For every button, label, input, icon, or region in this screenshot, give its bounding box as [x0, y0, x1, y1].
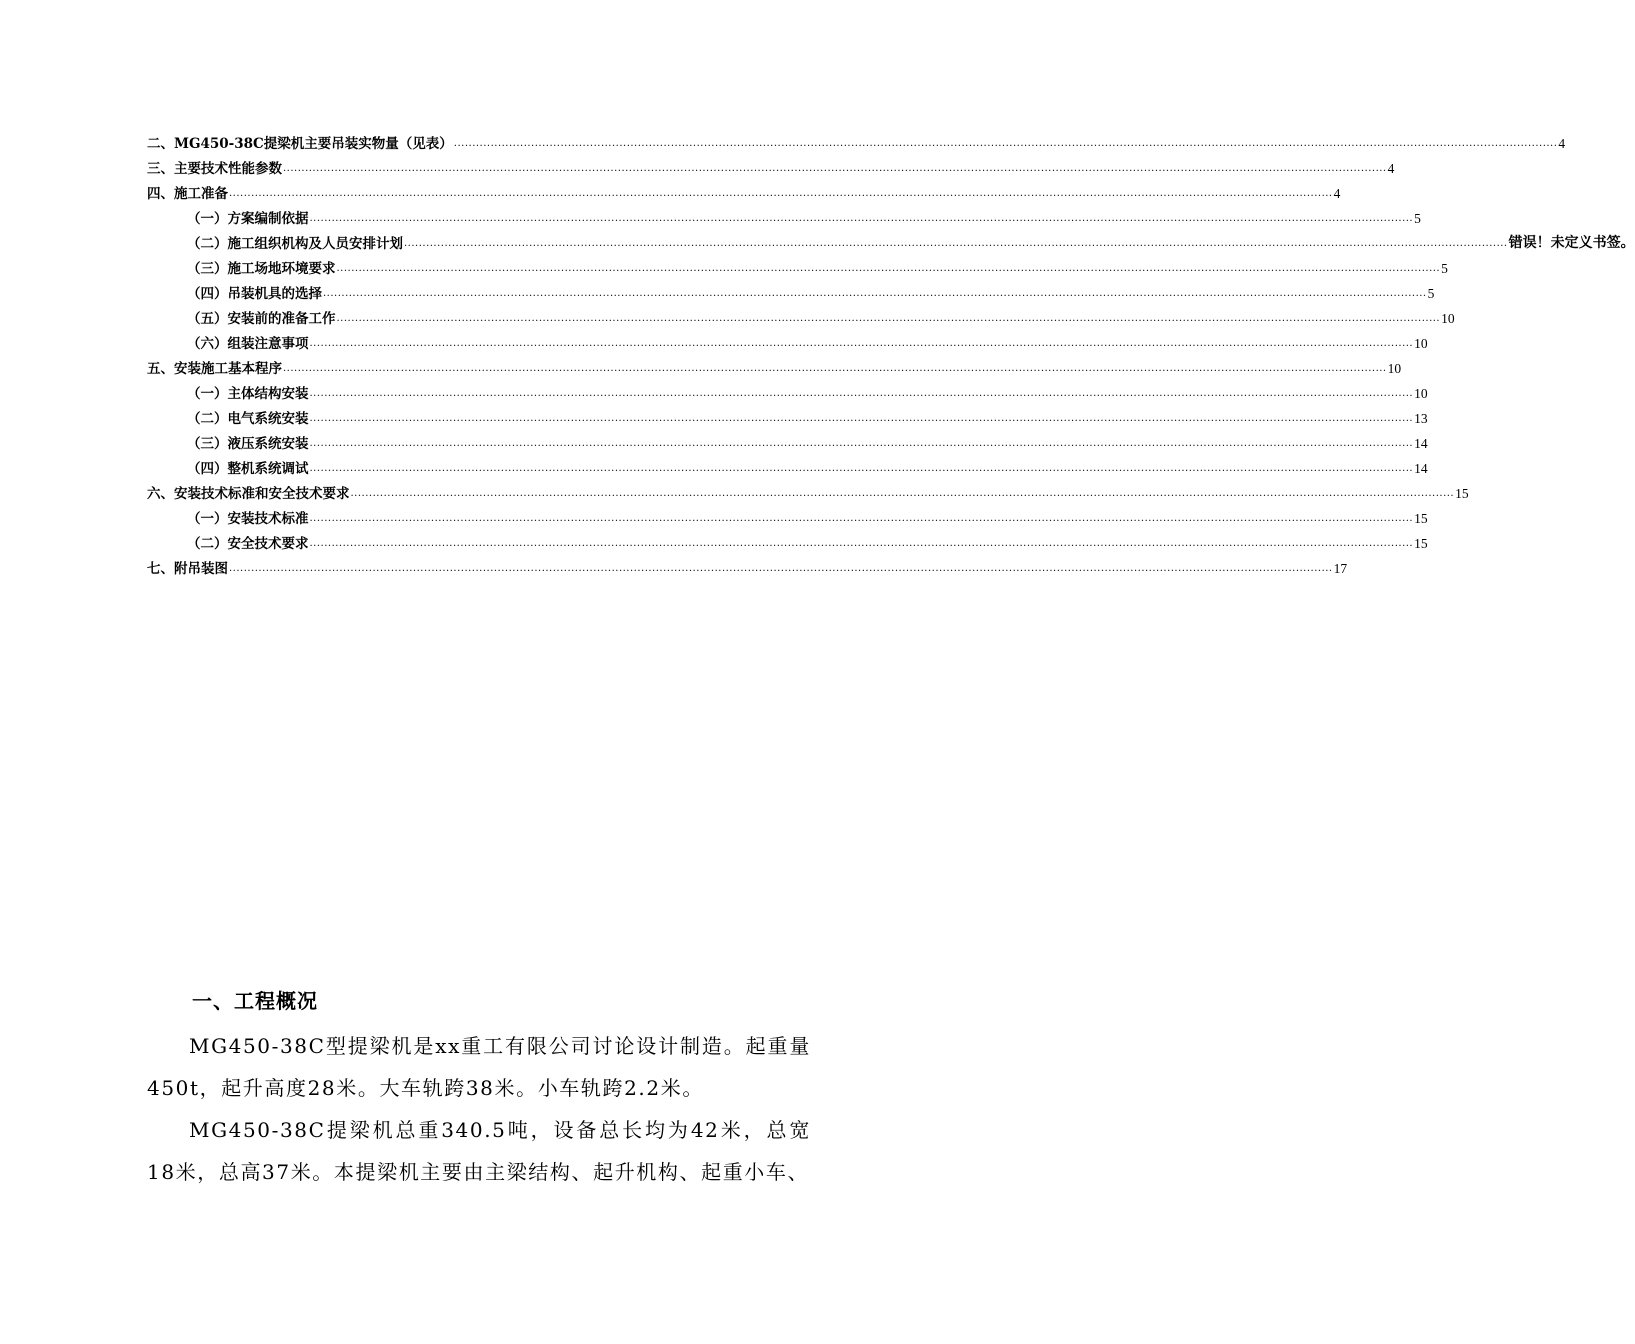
- toc-entry-page: 10: [1414, 386, 1428, 401]
- toc-entry[interactable]: [147, 352, 1402, 377]
- toc-entry[interactable]: [147, 427, 1428, 452]
- toc-entry-label: 四、施工准备: [147, 186, 228, 202]
- paragraph: MG450-38C型提梁机是xx重工有限公司讨论设计制造。起重量450t，起升高度28米。大车轨跨38米。小车轨跨2.2米。: [147, 1034, 811, 1100]
- toc-entry-page: 10: [1414, 336, 1428, 351]
- toc-entry-page: 5: [1427, 286, 1435, 301]
- toc-entry-label: （六）组装注意事项: [187, 336, 309, 352]
- toc-leader-dots: ............................................................................................................................................................................................................................................................................................................: [309, 463, 1414, 474]
- section-body: [147, 985, 811, 1193]
- toc-entry-label: （一）主体结构安装: [187, 386, 309, 402]
- toc-leader-dots: ............................................................................................................................................................................................................................................................................................................: [323, 288, 1427, 299]
- toc-leader-dots: ............................................................................................................................................................................................................................................................................................................: [309, 413, 1414, 424]
- toc-entry-label: （一）方案编制依据: [187, 211, 309, 227]
- toc-entry-page: 4: [1333, 186, 1341, 201]
- toc-entry-page: 14: [1414, 461, 1428, 476]
- toc-leader-dots: ............................................................................................................................................................................................................................................................................................................: [229, 563, 1333, 574]
- toc-entry-page: 10: [1441, 311, 1455, 326]
- toc-entry[interactable]: [147, 127, 1566, 152]
- toc-entry-label: （二）安全技术要求: [187, 536, 309, 552]
- toc-entry-label: （二）施工组织机构及人员安排计划: [187, 236, 403, 252]
- toc-leader-dots: ............................................................................................................................................................................................................................................................................................................: [309, 438, 1414, 449]
- toc-leader-dots: ............................................................................................................................................................................................................................................................................................................: [309, 388, 1414, 399]
- toc-leader-dots: ............................................................................................................................................................................................................................................................................................................: [283, 363, 1387, 374]
- table-of-contents: [147, 127, 1635, 577]
- toc-leader-dots: ............................................................................................................................................................................................................................................................................................................: [336, 263, 1441, 274]
- toc-leader-dots: ............................................................................................................................................................................................................................................................................................................: [336, 313, 1441, 324]
- toc-entry[interactable]: [147, 277, 1435, 302]
- toc-entry-label: 三、主要技术性能参数: [147, 161, 282, 177]
- toc-entry-page: 10: [1387, 361, 1402, 376]
- toc-entry[interactable]: [147, 202, 1421, 227]
- toc-entry-label: 七、附吊装图: [147, 561, 228, 577]
- toc-entry-label: 二、MG450-38C提梁机主要吊装实物量（见表）: [147, 136, 453, 152]
- toc-entry[interactable]: [147, 527, 1428, 552]
- toc-entry[interactable]: [147, 227, 1635, 252]
- toc-entry[interactable]: [147, 452, 1428, 477]
- toc-entry-label: 六、安装技术标准和安全技术要求: [147, 486, 350, 502]
- toc-entry[interactable]: [147, 152, 1395, 177]
- toc-leader-dots: ............................................................................................................................................................................................................................................................................................................: [309, 538, 1414, 549]
- toc-entry[interactable]: [147, 552, 1348, 577]
- toc-entry[interactable]: [147, 252, 1448, 277]
- toc-entry[interactable]: [147, 177, 1341, 202]
- toc-entry-page: 15: [1414, 511, 1428, 526]
- toc-entry-label: （一）安装技术标准: [187, 511, 309, 527]
- toc-entry[interactable]: [147, 502, 1428, 527]
- toc-entry-label: （四）吊装机具的选择: [187, 286, 322, 302]
- toc-entry-label: 五、安装施工基本程序: [147, 361, 282, 377]
- toc-leader-dots: ............................................................................................................................................................................................................................................................................................................: [283, 163, 1387, 174]
- toc-entry-label: （二）电气系统安装: [187, 411, 309, 427]
- toc-entry[interactable]: [147, 477, 1469, 502]
- toc-leader-dots: ............................................................................................................................................................................................................................................................................................................: [350, 488, 1455, 499]
- toc-entry-label: （三）液压系统安装: [187, 436, 309, 452]
- toc-entry-page: 错误！未定义书签。: [1508, 235, 1635, 251]
- toc-entry-label: （四）整机系统调试: [187, 461, 309, 477]
- section-heading: 一、工程概况: [192, 989, 318, 1013]
- toc-entry-page: 4: [1387, 161, 1395, 176]
- toc-leader-dots: ............................................................................................................................................................................................................................................................................................................: [309, 338, 1414, 349]
- toc-leader-dots: ............................................................................................................................................................................................................................................................................................................: [309, 213, 1414, 224]
- toc-entry-page: 5: [1414, 211, 1421, 226]
- toc-entry[interactable]: [147, 377, 1428, 402]
- toc-entry-page: 4: [1558, 136, 1566, 151]
- toc-leader-dots: ............................................................................................................................................................................................................................................................................................................: [309, 513, 1414, 524]
- toc-entry[interactable]: [147, 327, 1428, 352]
- toc-entry-page: 5: [1441, 261, 1448, 276]
- paragraph: MG450-38C提梁机总重340.5吨，设备总长均为42米，总宽18米，总高37米。本提梁机主要由主梁结构、起升机构、起重小车、: [147, 1118, 811, 1184]
- toc-entry-label: （三）施工场地环境要求: [187, 261, 336, 277]
- toc-leader-dots: ............................................................................................................................................................................................................................................................................................................: [404, 238, 1508, 249]
- toc-entry[interactable]: [147, 402, 1428, 427]
- toc-entry-page: 15: [1455, 486, 1469, 501]
- toc-entry[interactable]: [147, 302, 1455, 327]
- toc-entry-label: （五）安装前的准备工作: [187, 311, 336, 327]
- toc-entry-page: 15: [1414, 536, 1428, 551]
- toc-entry-page: 13: [1414, 411, 1428, 426]
- toc-entry-page: 14: [1414, 436, 1428, 451]
- toc-entry-page: 17: [1333, 561, 1348, 576]
- toc-leader-dots: ............................................................................................................................................................................................................................................................................................................: [453, 138, 1558, 149]
- toc-leader-dots: ............................................................................................................................................................................................................................................................................................................: [229, 188, 1333, 199]
